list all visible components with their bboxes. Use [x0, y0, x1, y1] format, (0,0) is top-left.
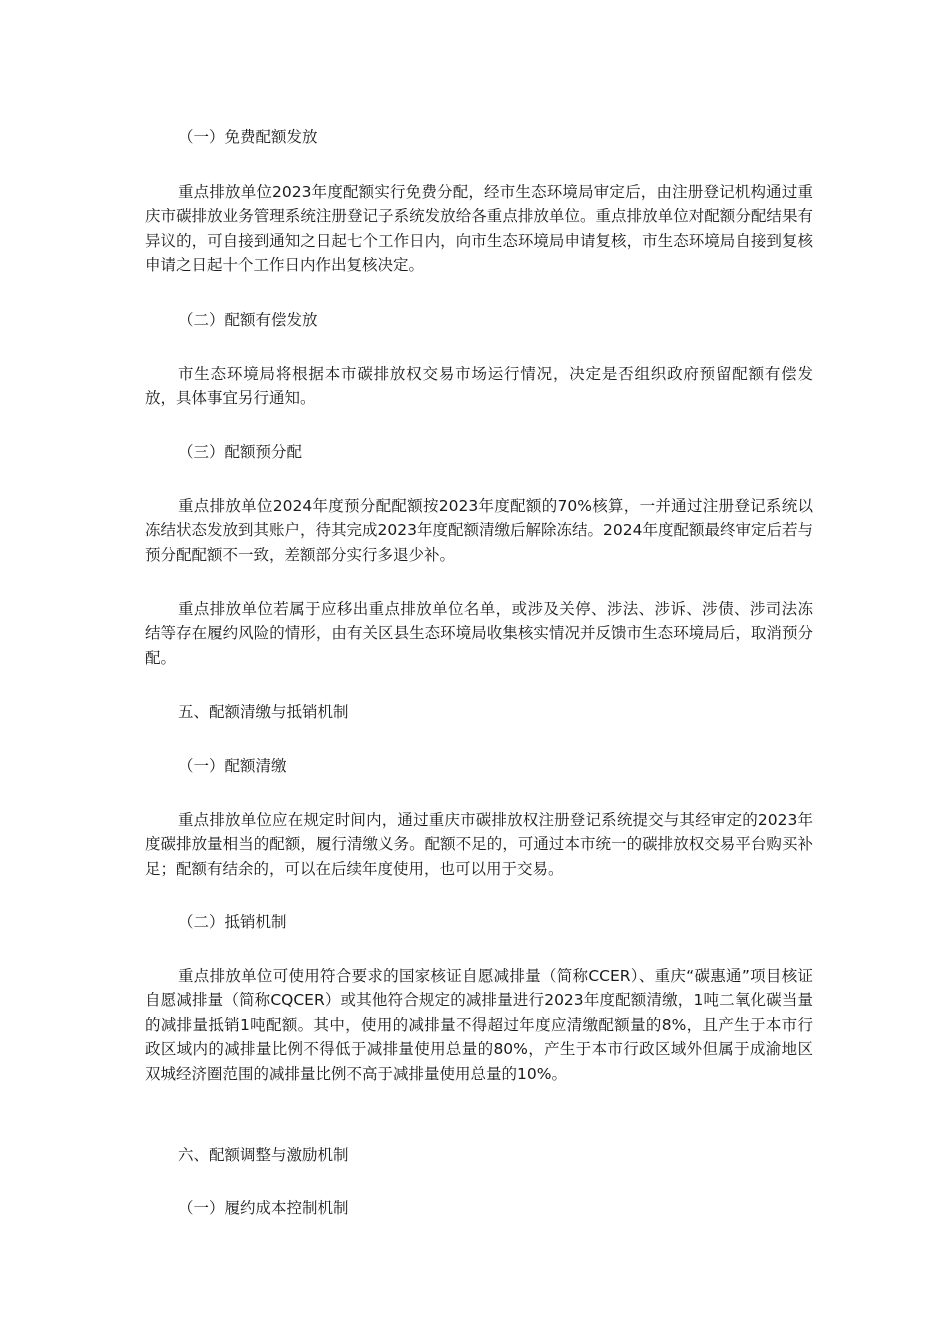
paragraph-paid-allocation: 市生态环境局将根据本市碳排放权交易市场运行情况，决定是否组织政府预留配额有偿发放，具体事宜另行通知。 — [145, 365, 813, 408]
paragraph-free-allocation: 重点排放单位2023年度配额实行免费分配，经市生态环境局审定后，由注册登记机构通过重庆市碳排放业务管理系统注册登记子系统发放给各重点排放单位。重点排放单位对配额分配结果有异议的，可自接到通知之日起七个工作日内，向市生态环境局申请复核，市生态环境局自接到复核申请之日起十个工作日内作出复核决定。 — [145, 183, 813, 275]
chapter-heading-adjustment-incentive: 六、配额调整与激励机制 — [178, 1146, 349, 1164]
paragraph-pre-allocation-cancel: 重点排放单位若属于应移出重点排放单位名单，或涉及关停、涉法、涉诉、涉债、涉司法冻结等存在履约风险的情形，由有关区县生态环境局收集核实情况并反馈市生态环境局后，取消预分配。 — [145, 600, 813, 667]
section-heading-cost-control: （一）履约成本控制机制 — [178, 1199, 349, 1217]
section-heading-paid-allocation: （二）配额有偿发放 — [178, 311, 318, 329]
section-heading-pre-allocation: （三）配额预分配 — [178, 443, 303, 461]
section-heading-surrender: （一）配额清缴 — [178, 757, 287, 775]
section-heading-free-allocation: （一）免费配额发放 — [178, 128, 318, 146]
chapter-heading-surrender-offset: 五、配额清缴与抵销机制 — [178, 703, 349, 721]
paragraph-pre-allocation: 重点排放单位2024年度预分配配额按2023年度配额的70%核算，一并通过注册登记系统以冻结状态发放到其账户，待其完成2023年度配额清缴后解除冻结。2024年度配额最终审定后若与预分配配额不一致，差额部分实行多退少补。 — [145, 497, 813, 564]
section-heading-offset: （二）抵销机制 — [178, 913, 287, 931]
paragraph-offset: 重点排放单位可使用符合要求的国家核证自愿减排量（简称CCER）、重庆“碳惠通”项目核证自愿减排量（简称CQCER）或其他符合规定的减排量进行2023年度配额清缴，1吨二氧化碳当量的减排量抵销1吨配额。其中，使用的减排量不得超过年度应清缴配额量的8%，且产生于本市行政区域内的减排量比例不得低于减排量使用总量的80%，产生于本市行政区域外但属于成渝地区双城经济圈范围的减排量比例不高于减排量使用总量的10%。 — [145, 967, 813, 1083]
paragraph-surrender: 重点排放单位应在规定时间内，通过重庆市碳排放权注册登记系统提交与其经审定的2023年度碳排放量相当的配额，履行清缴义务。配额不足的，可通过本市统一的碳排放权交易平台购买补足；配额有结余的，可以在后续年度使用，也可以用于交易。 — [145, 811, 813, 878]
